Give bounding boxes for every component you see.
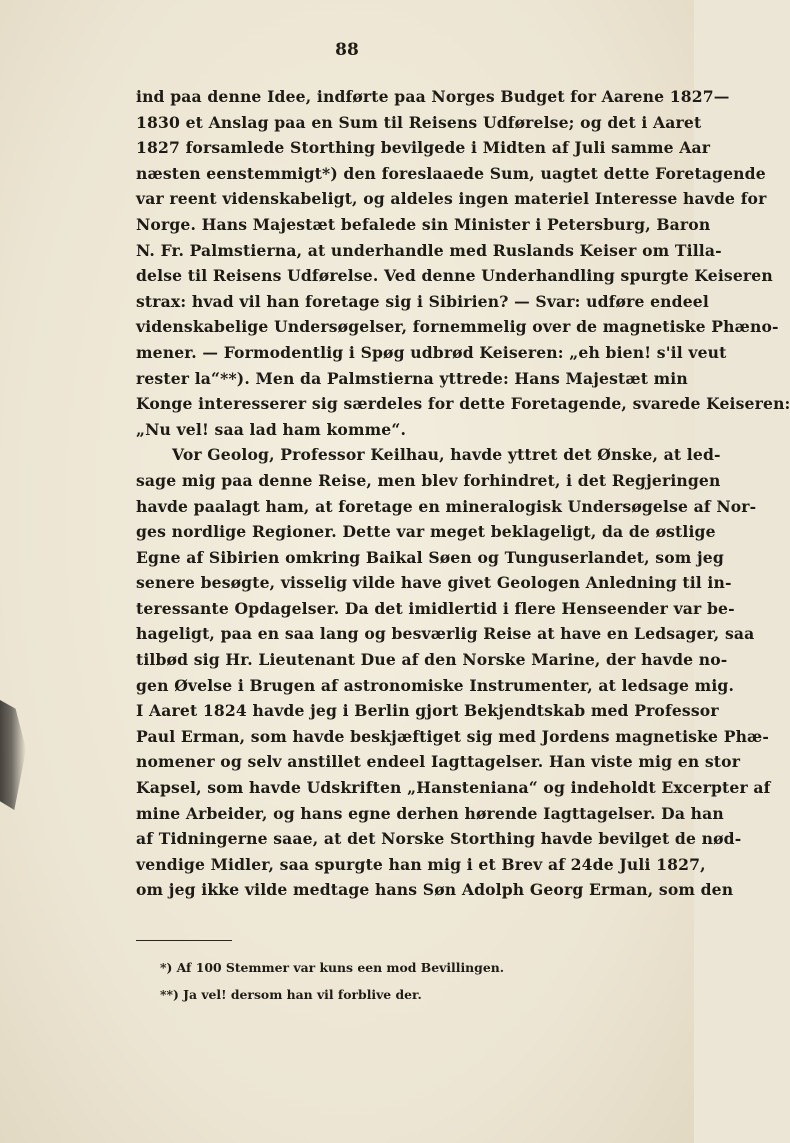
- text-line: videnskabelige Undersøgelser, fornemmelig over de magnetiske Phæno-: [136, 317, 779, 337]
- footnote-1: *) Af 100 Stemmer var kuns een mod Bevillingen.: [160, 960, 505, 975]
- binding-shadow: [0, 700, 26, 810]
- main-text: [136, 84, 790, 903]
- text-line: rester la“**). Men da Palmstierna yttrede: Hans Majestæt min: [136, 368, 688, 388]
- text-line: Vor Geolog, Professor Keilhau, havde yttret det Ønske, at led-: [172, 445, 721, 465]
- text-line: havde paalagt ham, at foretage en mineralogisk Undersøgelse af Nor-: [136, 496, 757, 516]
- footnote-2: **) Ja vel! dersom han vil forblive der.: [160, 987, 422, 1002]
- text-line: ind paa denne Idee, indførte paa Norges Budget for Aarene 1827—: [136, 87, 730, 106]
- text-line: strax: hvad vil han foretage sig i Sibirien? — Svar: udføre endeel: [136, 291, 709, 311]
- text-line: teressante Opdagelser. Da det imidlertid i flere Henseender var be-: [136, 598, 735, 618]
- text-line: vendige Midler, saa spurgte han mig i et Brev af 24de Juli 1827,: [136, 854, 706, 874]
- text-line: Norge. Hans Majestæt befalede sin Minister i Petersburg, Baron: [136, 214, 711, 234]
- text-line: gen Øvelse i Brugen af astronomiske Instrumenter, at ledsage mig.: [136, 675, 735, 695]
- page-number: 88: [335, 40, 359, 60]
- paragraph-2: [136, 442, 771, 903]
- text-line: sage mig paa denne Reise, men blev forhindret, i det Regjeringen: [136, 470, 721, 490]
- paragraph-1: [136, 84, 790, 442]
- text-line: af Tidningerne saae, at det Norske Storthing havde bevilget de nød-: [136, 829, 742, 849]
- text-line: Konge interesserer sig særdeles for dette Foretagende, svarede Keiseren:: [136, 394, 790, 414]
- text-line: mener. — Formodentlig i Spøg udbrød Keiseren: „eh bien! s'il veut: [136, 342, 727, 362]
- text-line: 1827 forsamlede Storthing bevilgede i Midten af Juli samme Aar: [136, 138, 711, 158]
- footnote-rule: [136, 940, 232, 941]
- text-line: ges nordlige Regioner. Dette var meget beklageligt, da de østlige: [136, 522, 716, 542]
- text-line: senere besøgte, visselig vilde have givet Geologen Anledning til in-: [136, 573, 732, 593]
- footnotes: [160, 954, 620, 1008]
- text-line: hageligt, paa en saa lang og besværlig Reise at have en Ledsager, saa: [136, 624, 755, 644]
- text-line: delse til Reisens Udførelse. Ved denne Underhandling spurgte Keiseren: [136, 266, 773, 286]
- text-line: Kapsel, som havde Udskriften „Hansteniana“ og indeholdt Excerpter af: [136, 778, 771, 798]
- text-line: mine Arbeider, og hans egne derhen hørende Iagttagelser. Da han: [136, 803, 724, 823]
- text-line: Egne af Sibirien omkring Baikal Søen og Tunguserlandet, som jeg: [136, 547, 724, 567]
- text-line: nomener og selv anstillet endeel Iagttagelser. Han viste mig en stor: [136, 752, 741, 772]
- text-line: næsten eenstemmigt*) den foreslaaede Sum, uagtet dette Foretagende: [136, 163, 766, 183]
- text-line: 1830 et Anslag paa en Sum til Reisens Udførelse; og det i Aaret: [136, 112, 702, 132]
- text-line: „Nu vel! saa lad ham komme“.: [136, 419, 407, 439]
- text-line: var reent videnskabeligt, og aldeles ingen materiel Interesse havde for: [136, 189, 767, 209]
- text-line: om jeg ikke vilde medtage hans Søn Adolph Georg Erman, som den: [136, 880, 734, 900]
- text-line: I Aaret 1824 havde jeg i Berlin gjort Bekjendtskab med Professor: [136, 701, 719, 721]
- text-line: tilbød sig Hr. Lieutenant Due af den Norske Marine, der havde no-: [136, 650, 728, 670]
- text-line: N. Fr. Palmstierna, at underhandle med Ruslands Keiser om Tilla-: [136, 240, 722, 260]
- text-line: Paul Erman, som havde beskjæftiget sig med Jordens magnetiske Phæ-: [136, 726, 770, 746]
